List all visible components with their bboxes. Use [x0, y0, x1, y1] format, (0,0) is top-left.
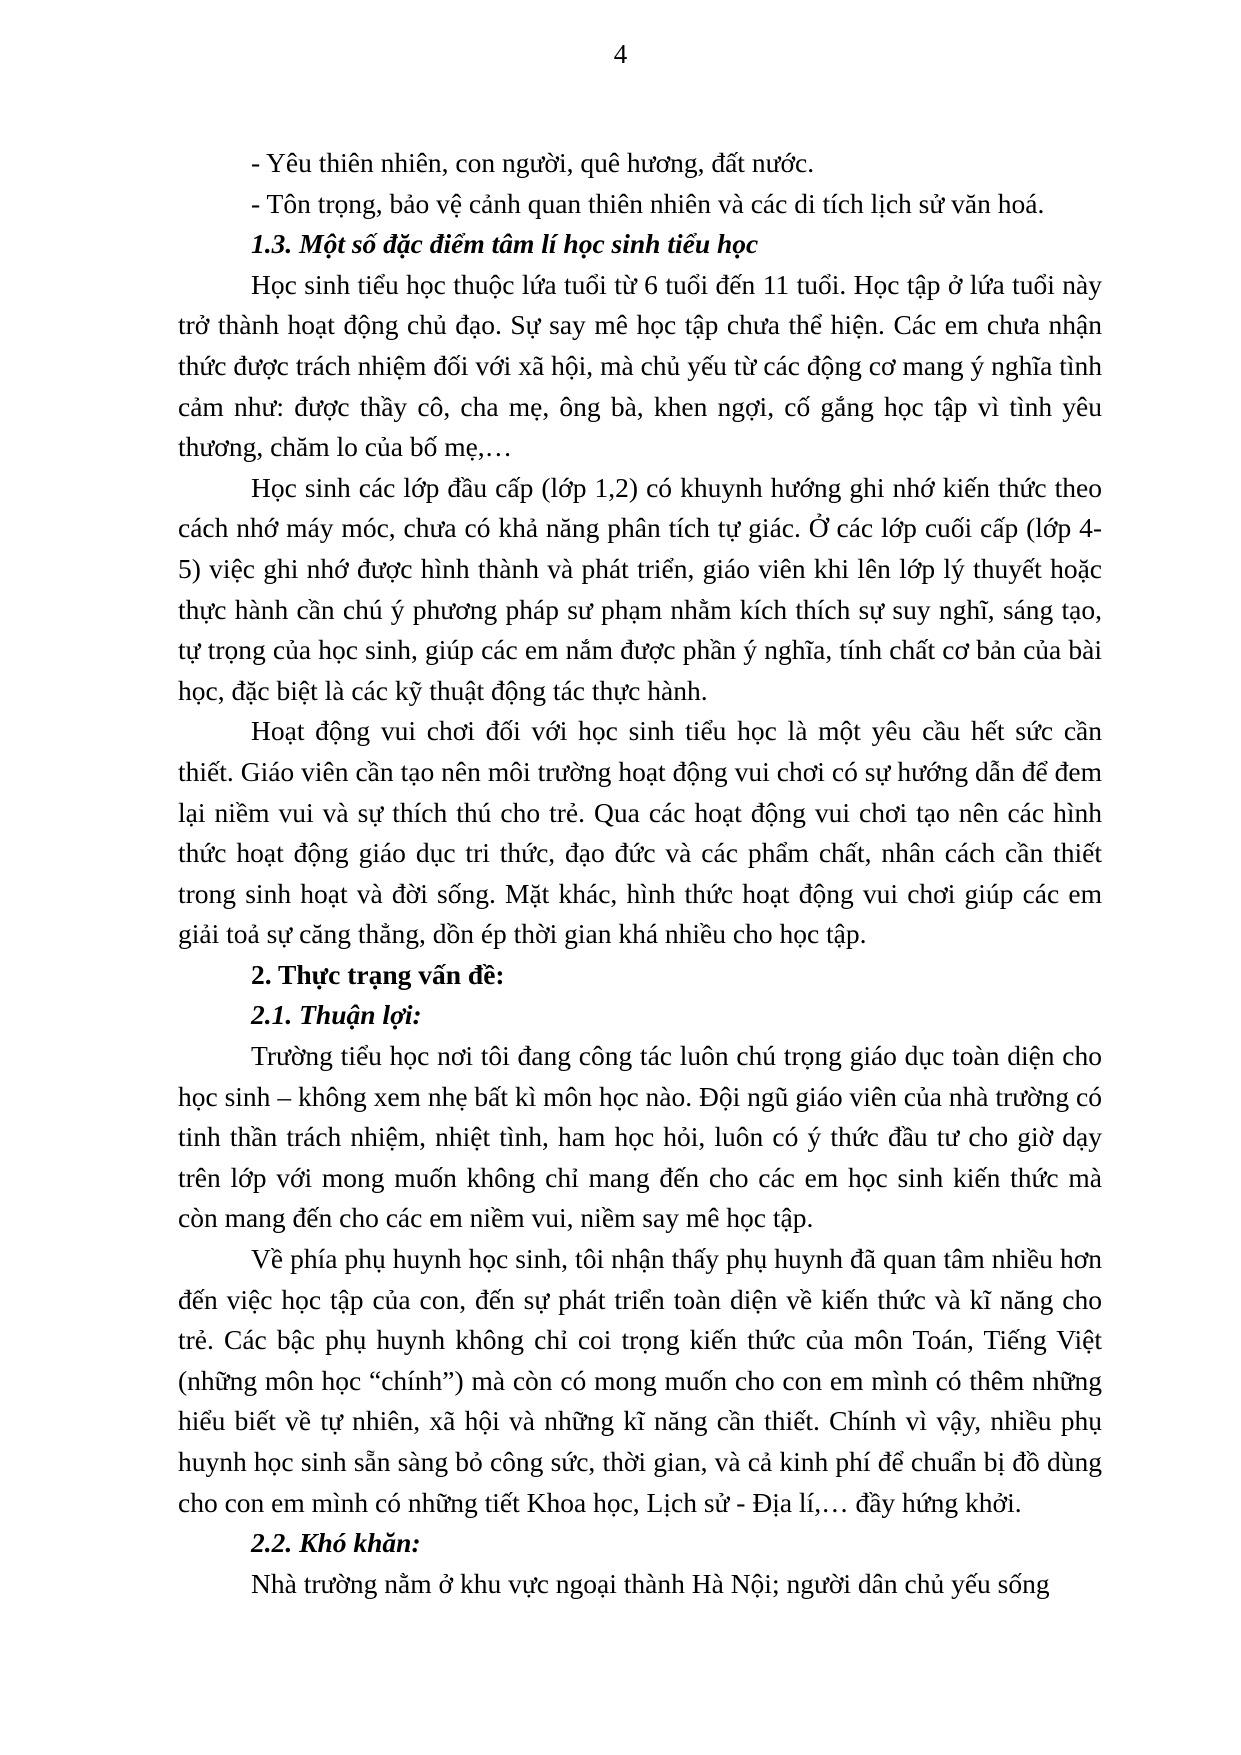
paragraph: Hoạt động vui chơi đối với học sinh tiểu học là một yêu cầu hết sức cần thiết. Giáo viên cần tạo nên môi trường hoạt động vui chơi có sự hướng dẫn để đem lại niềm vui và sự thích thú cho trẻ. Qua các hoạt động vui chơi tạo nên các hình thức hoạt động giáo dục tri thức, đạo đức và các phẩm chất, nhân cách cần thiết trong sinh hoạt và đời sống. Mặt khác, hình thức hoạt động vui chơi giúp các em giải toả sự căng thẳng, dồn ép thời gian khá nhiều cho học tập.	[178, 715, 1102, 950]
bullet-item: - Tôn trọng, bảo vệ cảnh quan thiên nhiên và các di tích lịch sử văn hoá.	[251, 187, 1045, 219]
paragraph: Về phía phụ huynh học sinh, tôi nhận thấy phụ huynh đã quan tâm nhiều hơn đến việc học tập của con, đến sự phát triển toàn diện về kiến thức và kĩ năng cho trẻ. Các bậc phụ huynh không chỉ coi trọng kiến thức của môn Toán, Tiếng Việt (những môn học “chính”) mà còn có mong muốn cho con em mình có thêm những hiểu biết về tự nhiên, xã hội và những kĩ năng cần thiết. Chính vì vậy, nhiều phụ huynh học sinh sẵn sàng bỏ công sức, thời gian, và cả kinh phí để chuẩn bị đồ dùng cho con em mình có những tiết Khoa học, Lịch sử - Địa lí,… đầy hứng khởi.	[178, 1243, 1102, 1518]
paragraph: Nhà trường nằm ở khu vực ngoại thành Hà Nội; người dân chủ yếu sống	[251, 1567, 1050, 1599]
paragraph: Học sinh các lớp đầu cấp (lớp 1,2) có khuynh hướng ghi nhớ kiến thức theo cách nhớ máy móc, chưa có khả năng phân tích tự giác. Ở các lớp cuối cấp (lớp 4-5) việc ghi nhớ được hình thành và phát triển, giáo viên khi lên lớp lý thuyết hoặc thực hành cần chú ý phương pháp sư phạm nhằm kích thích sự suy nghĩ, sáng tạo, tự trọng của học sinh, giúp các em nắm được phần ý nghĩa, tính chất cơ bản của bài học, đặc biệt là các kỹ thuật động tác thực hành.	[178, 471, 1102, 706]
document-body	[178, 143, 1102, 1604]
bullet-item: - Yêu thiên nhiên, con người, quê hương, đất nước.	[251, 147, 815, 178]
paragraph: Trường tiểu học nơi tôi đang công tác luôn chú trọng giáo dục toàn diện cho học sinh – không xem nhẹ bất kì môn học nào. Đội ngũ giáo viên của nhà trường có tinh thần trách nhiệm, nhiệt tình, ham học hỏi, luôn có ý thức đầu tư cho giờ dạy trên lớp với mong muốn không chỉ mang đến cho các em học sinh kiến thức mà còn mang đến cho các em niềm vui, niềm say mê học tập.	[178, 1040, 1102, 1234]
paragraph: Học sinh tiểu học thuộc lứa tuổi từ 6 tuổi đến 11 tuổi. Học tập ở lứa tuổi này trở thành hoạt động chủ đạo. Sự say mê học tập chưa thể hiện. Các em chưa nhận thức được trách nhiệm đối với xã hội, mà chủ yếu từ các động cơ mang ý nghĩa tình cảm như: được thầy cô, cha mẹ, ông bà, khen ngợi, cố gắng học tập vì tình yêu thương, chăm lo của bố mẹ,…	[178, 268, 1102, 463]
page-number: 4	[613, 39, 628, 69]
section-heading-1-3: 1.3. Một số đặc điểm tâm lí học sinh tiểu học	[251, 228, 759, 260]
section-heading-2-2: 2.2. Khó khăn:	[251, 1527, 421, 1559]
section-heading-2: 2. Thực trạng vấn đề:	[251, 958, 505, 990]
section-heading-2-1: 2.1. Thuận lợi:	[251, 999, 422, 1031]
